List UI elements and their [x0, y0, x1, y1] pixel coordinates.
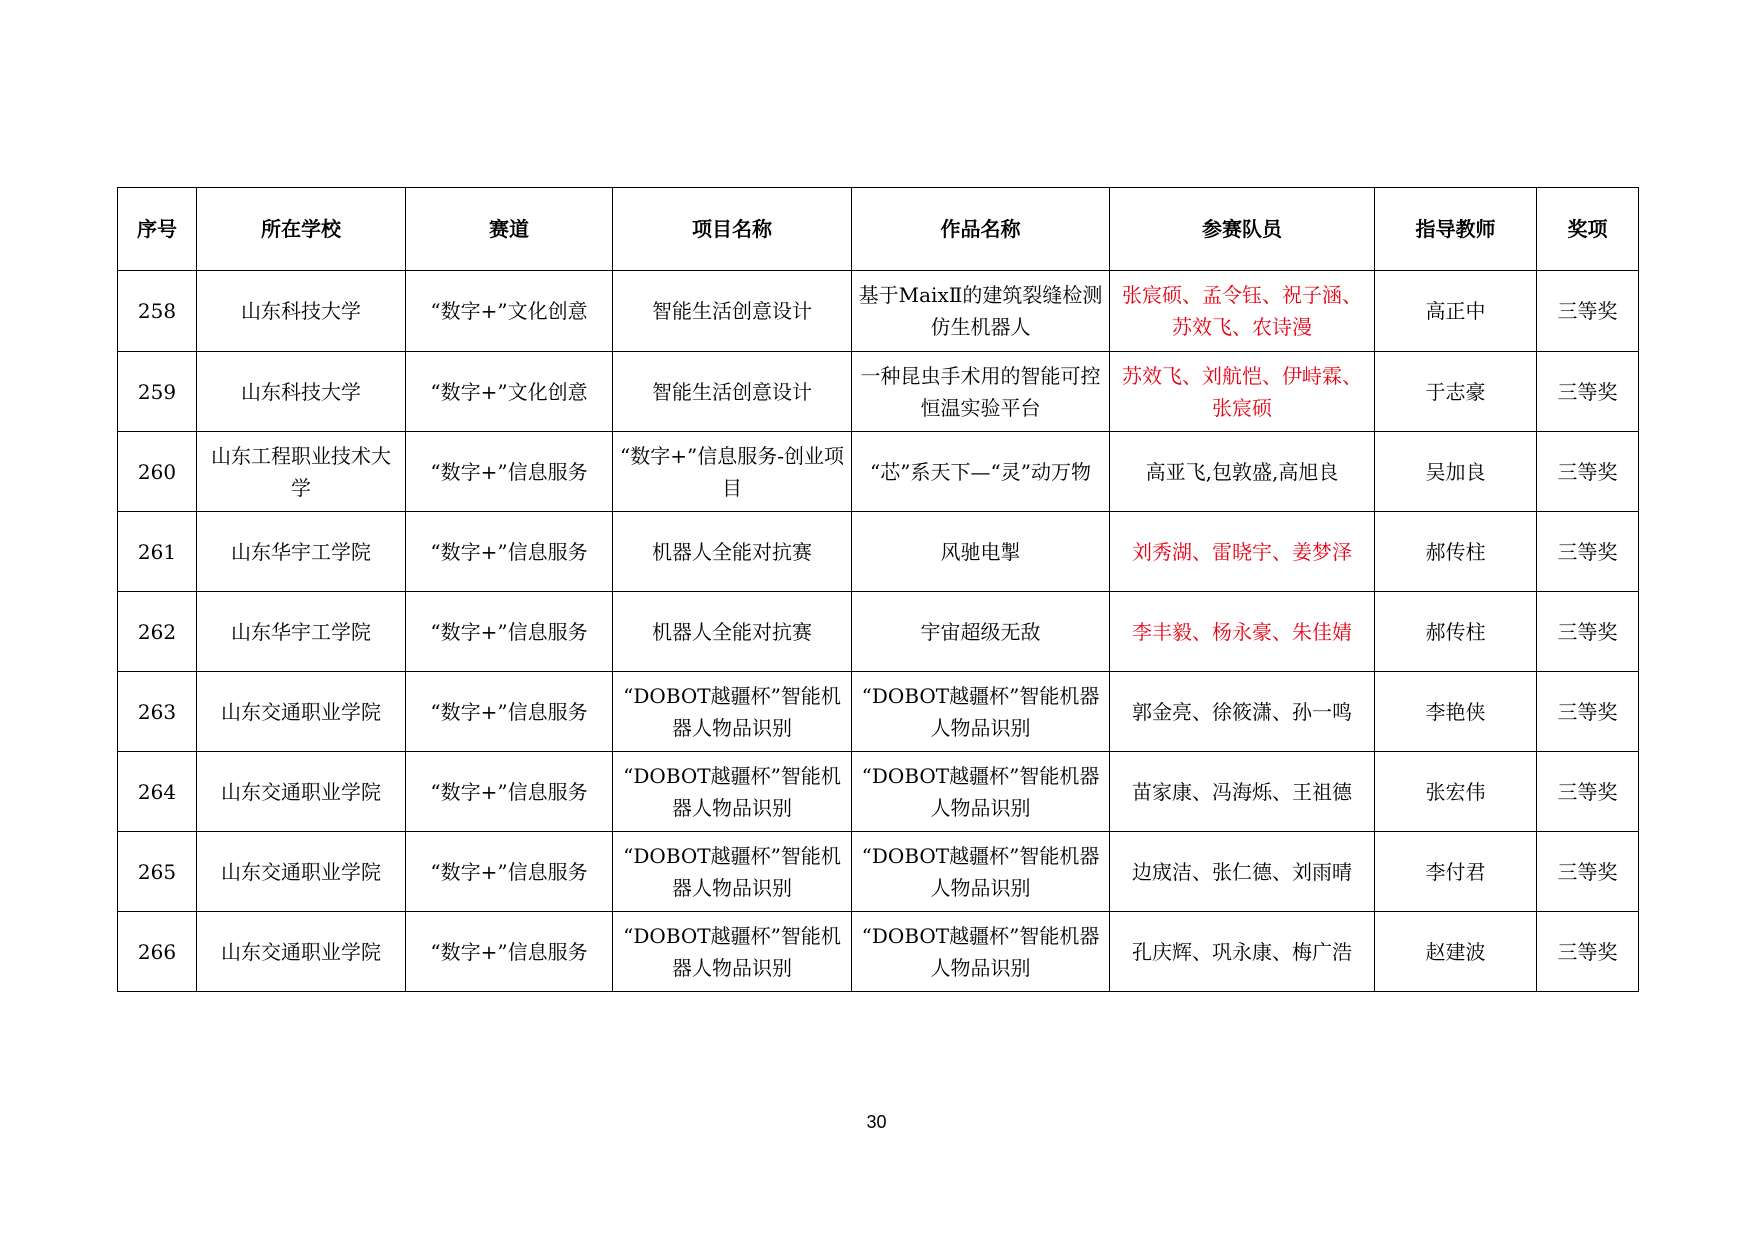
- header-row: [118, 188, 1639, 271]
- cell-project: 智能生活创意设计: [613, 352, 852, 432]
- cell-school: 山东交通职业学院: [197, 912, 406, 992]
- cell-teacher: 吴加良: [1375, 432, 1537, 512]
- cell-track: “数字+”文化创意: [406, 271, 613, 352]
- cell-school: 山东华宇工学院: [197, 512, 406, 592]
- header-cell-work: 作品名称: [852, 188, 1110, 271]
- header-cell-award: 奖项: [1537, 188, 1639, 271]
- cell-members: 刘秀湖、雷晓宇、姜梦泽: [1110, 512, 1375, 592]
- table-row: [118, 832, 1639, 912]
- cell-no: 260: [118, 432, 197, 512]
- cell-work: 宇宙超级无敌: [852, 592, 1110, 672]
- cell-teacher: 李艳侠: [1375, 672, 1537, 752]
- header-cell-no: 序号: [118, 188, 197, 271]
- cell-members: 孔庆辉、巩永康、梅广浩: [1110, 912, 1375, 992]
- cell-work: “DOBOT越疆杯”智能机器人物品识别: [852, 912, 1110, 992]
- cell-project: “DOBOT越疆杯”智能机器人物品识别: [613, 912, 852, 992]
- cell-work: “DOBOT越疆杯”智能机器人物品识别: [852, 752, 1110, 832]
- cell-track: “数字+”信息服务: [406, 592, 613, 672]
- table-row: [118, 912, 1639, 992]
- cell-members: 苏效飞、刘航恺、伊峙霖、张宸硕: [1110, 352, 1375, 432]
- cell-track: “数字+”信息服务: [406, 832, 613, 912]
- cell-track: “数字+”信息服务: [406, 672, 613, 752]
- header-cell-teacher: 指导教师: [1375, 188, 1537, 271]
- table-row: [118, 592, 1639, 672]
- cell-school: 山东华宇工学院: [197, 592, 406, 672]
- header-cell-school: 所在学校: [197, 188, 406, 271]
- table-row: [118, 512, 1639, 592]
- cell-teacher: 于志豪: [1375, 352, 1537, 432]
- cell-no: 264: [118, 752, 197, 832]
- cell-track: “数字+”文化创意: [406, 352, 613, 432]
- cell-work: “DOBOT越疆杯”智能机器人物品识别: [852, 672, 1110, 752]
- cell-project: 机器人全能对抗赛: [613, 592, 852, 672]
- cell-no: 266: [118, 912, 197, 992]
- cell-no: 258: [118, 271, 197, 352]
- page-number: 30: [866, 1112, 887, 1132]
- cell-school: 山东科技大学: [197, 271, 406, 352]
- cell-project: “DOBOT越疆杯”智能机器人物品识别: [613, 832, 852, 912]
- cell-school: 山东交通职业学院: [197, 752, 406, 832]
- cell-project: “DOBOT越疆杯”智能机器人物品识别: [613, 752, 852, 832]
- cell-no: 265: [118, 832, 197, 912]
- table-row: [118, 672, 1639, 752]
- cell-no: 263: [118, 672, 197, 752]
- cell-award: 三等奖: [1537, 352, 1639, 432]
- cell-award: 三等奖: [1537, 512, 1639, 592]
- cell-track: “数字+”信息服务: [406, 432, 613, 512]
- cell-no: 262: [118, 592, 197, 672]
- cell-work: 一种昆虫手术用的智能可控恒温实验平台: [852, 352, 1110, 432]
- cell-school: 山东交通职业学院: [197, 672, 406, 752]
- cell-members: 边宬洁、张仁德、刘雨晴: [1110, 832, 1375, 912]
- cell-members: 李丰毅、杨永豪、朱佳婧: [1110, 592, 1375, 672]
- cell-school: 山东工程职业技术大学: [197, 432, 406, 512]
- cell-award: 三等奖: [1537, 271, 1639, 352]
- cell-teacher: 赵建波: [1375, 912, 1537, 992]
- cell-award: 三等奖: [1537, 672, 1639, 752]
- cell-project: “数字+”信息服务-创业项目: [613, 432, 852, 512]
- table-row: [118, 352, 1639, 432]
- cell-award: 三等奖: [1537, 912, 1639, 992]
- cell-work: 风驰电掣: [852, 512, 1110, 592]
- cell-award: 三等奖: [1537, 592, 1639, 672]
- cell-track: “数字+”信息服务: [406, 752, 613, 832]
- header-cell-members: 参赛队员: [1110, 188, 1375, 271]
- cell-teacher: 郝传柱: [1375, 512, 1537, 592]
- header-cell-project: 项目名称: [613, 188, 852, 271]
- cell-members: 高亚飞,包敦盛,高旭良: [1110, 432, 1375, 512]
- cell-award: 三等奖: [1537, 432, 1639, 512]
- table-row: [118, 432, 1639, 512]
- header-cell-track: 赛道: [406, 188, 613, 271]
- cell-project: 智能生活创意设计: [613, 271, 852, 352]
- cell-track: “数字+”信息服务: [406, 512, 613, 592]
- cell-school: 山东交通职业学院: [197, 832, 406, 912]
- cell-no: 261: [118, 512, 197, 592]
- cell-teacher: 李付君: [1375, 832, 1537, 912]
- cell-project: “DOBOT越疆杯”智能机器人物品识别: [613, 672, 852, 752]
- cell-work: 基于MaixⅡ的建筑裂缝检测仿生机器人: [852, 271, 1110, 352]
- cell-award: 三等奖: [1537, 752, 1639, 832]
- cell-work: “芯”系天下—“灵”动万物: [852, 432, 1110, 512]
- cell-track: “数字+”信息服务: [406, 912, 613, 992]
- cell-no: 259: [118, 352, 197, 432]
- cell-teacher: 高正中: [1375, 271, 1537, 352]
- cell-members: 郭金亮、徐筱潇、孙一鸣: [1110, 672, 1375, 752]
- cell-school: 山东科技大学: [197, 352, 406, 432]
- table-row: [118, 271, 1639, 352]
- cell-work: “DOBOT越疆杯”智能机器人物品识别: [852, 832, 1110, 912]
- awards-table: [117, 187, 1639, 992]
- cell-project: 机器人全能对抗赛: [613, 512, 852, 592]
- cell-teacher: 张宏伟: [1375, 752, 1537, 832]
- table-row: [118, 752, 1639, 832]
- cell-award: 三等奖: [1537, 832, 1639, 912]
- cell-members: 苗家康、冯海烁、王祖德: [1110, 752, 1375, 832]
- awards-table-body: [118, 271, 1639, 992]
- cell-members: 张宸硕、孟令钰、祝子涵、苏效飞、农诗漫: [1110, 271, 1375, 352]
- cell-teacher: 郝传柱: [1375, 592, 1537, 672]
